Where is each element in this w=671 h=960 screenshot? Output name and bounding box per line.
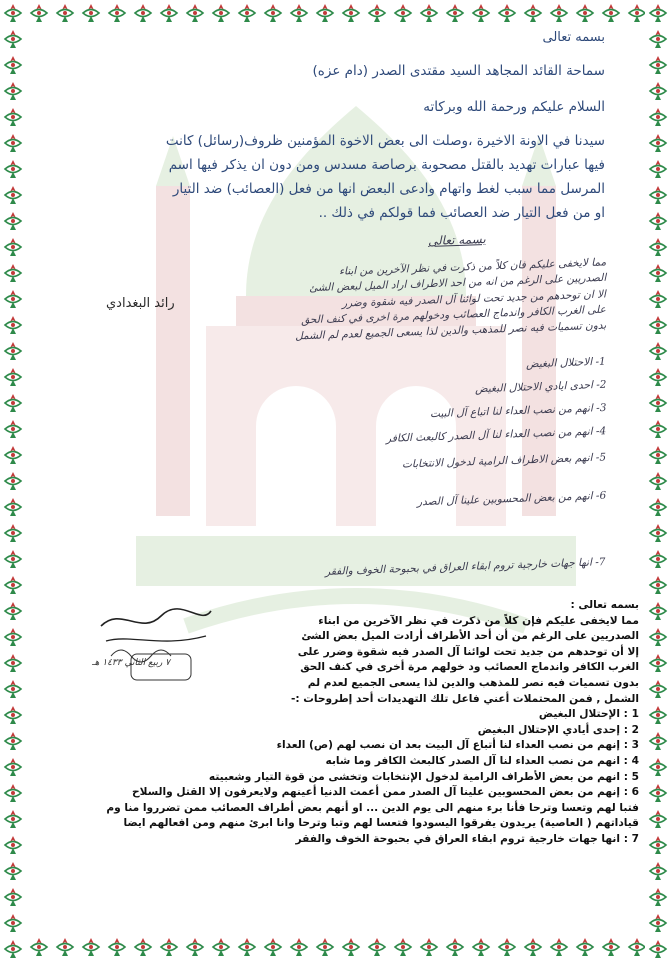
handwritten-line: 6- انهم من بعض المحسوبين علينا آل الصدر xyxy=(416,489,607,509)
ornament-icon xyxy=(0,624,26,650)
ornament-icon xyxy=(0,234,26,260)
ornament-icon xyxy=(0,884,26,910)
ornament-icon xyxy=(520,0,546,26)
handwritten-line: 7- انها جهات خارجية تروم ابقاء العراق في بحبوحة الخوف والفقر xyxy=(325,556,607,578)
ornament-icon xyxy=(0,598,26,624)
ornament-icon xyxy=(0,910,26,936)
ornament-icon xyxy=(52,934,78,960)
ornament-icon xyxy=(645,884,671,910)
ornament-icon xyxy=(0,156,26,182)
ornament-icon xyxy=(26,934,52,960)
ornament-icon xyxy=(645,312,671,338)
letter-addressee: سماحة القائد المجاهد السيد مقتدى الصدر (دام عزه) xyxy=(312,63,605,79)
handwritten-header: بسمه تعالى xyxy=(428,231,487,249)
ornament-icon xyxy=(645,624,671,650)
handwritten-line: بدون تسميات فيه نصر للمذهب والدين لذا يسعى الجميع لعدم لم الشمل xyxy=(294,319,607,343)
handwritten-line: 3- انهم من نصب العداء لنا اتباع آل البيت xyxy=(429,401,607,421)
transcript-line: بدون تسميات فيه نصر للمذهب والدين لذا يسعى الجميع لعدم لم xyxy=(307,676,639,689)
transcript-line: مما لايخفى عليكم فإن كلاً من ذكرت في نظر الآخرين من ابناء xyxy=(318,614,639,627)
transcript-line: 5 : انهم من بعض الأطراف الرامية لدخول الإنتخابات وتخشى من قوة التيار وشعبيته xyxy=(208,770,639,783)
ornament-border-bottom xyxy=(0,934,671,960)
transcript-line: الصدريين على الرغم من أن أحد الأطراف أرادت الميل بعض الشئ xyxy=(301,630,639,643)
ornament-icon xyxy=(78,0,104,26)
signature-date: ٧ ربيع الثاني ١٤٣٣ هـ xyxy=(92,658,171,668)
ornament-icon xyxy=(645,754,671,780)
ornament-icon xyxy=(645,910,671,936)
letter-body-line: المرسل مما سبب لغط واتهام وادعى البعض انها من فعل (العصائب) ضد التيار xyxy=(172,181,605,197)
ornament-icon xyxy=(645,208,671,234)
ornament-icon xyxy=(442,934,468,960)
handwritten-line: الصدريين على الرغم من انه من احد الاطراف اراد الميل لبعض الشئ xyxy=(308,271,607,295)
ornament-icon xyxy=(0,936,26,960)
ornament-icon xyxy=(0,26,26,52)
signer-name: رائد البغدادي xyxy=(106,296,175,311)
letter-salutation: السلام عليكم ورحمة الله وبركاته xyxy=(423,99,605,115)
ornament-icon xyxy=(260,0,286,26)
ornament-icon xyxy=(0,312,26,338)
handwritten-line: الا ان توحدهم من جديد تحت لوائنا آل الصدر فيه شقوة وضرر xyxy=(341,288,607,310)
ornament-icon xyxy=(645,442,671,468)
ornament-icon xyxy=(494,934,520,960)
ornament-icon xyxy=(645,338,671,364)
ornament-icon xyxy=(208,934,234,960)
ornament-icon xyxy=(0,0,26,26)
ornament-icon xyxy=(0,858,26,884)
ornament-icon xyxy=(645,650,671,676)
transcript-line: 4 : انهم من نصب العداء لنا آل الصدر كالبعث الكافر وما شابه xyxy=(325,754,639,767)
question-letter xyxy=(65,26,605,225)
handwritten-reply xyxy=(136,231,606,601)
ornament-icon xyxy=(645,26,671,52)
ornament-icon xyxy=(312,934,338,960)
ornament-icon xyxy=(645,78,671,104)
ornament-icon xyxy=(645,936,671,960)
document-page xyxy=(26,26,645,934)
ornament-icon xyxy=(0,338,26,364)
letter-body-line: او من فعل التيار ضد العصائب فما قولكم في ذلك .. xyxy=(318,205,605,221)
transcript-line: قياداتهم ( العاصية) يريدون يفرقوا اليسودوا فتعسا لهم وتبا وترحا وانا ابرئ منهم ومن افعالهم ايضا xyxy=(123,817,639,830)
ornament-icon xyxy=(546,0,572,26)
ornament-icon xyxy=(416,0,442,26)
ornament-icon xyxy=(0,78,26,104)
ornament-icon xyxy=(572,0,598,26)
ornament-icon xyxy=(645,260,671,286)
ornament-icon xyxy=(0,650,26,676)
ornament-icon xyxy=(0,52,26,78)
letter-body-line: فيها عبارات تهديد بالقتل مصحوبة برصاصة مسدس ومن دون ان يذكر فيها اسم xyxy=(168,157,605,173)
ornament-icon xyxy=(0,754,26,780)
ornament-icon xyxy=(645,702,671,728)
ornament-border-right xyxy=(645,0,671,960)
ornament-icon xyxy=(0,442,26,468)
ornament-icon xyxy=(0,780,26,806)
ornament-icon xyxy=(234,0,260,26)
ornament-icon xyxy=(645,52,671,78)
ornament-icon xyxy=(0,806,26,832)
ornament-icon xyxy=(0,520,26,546)
handwritten-line: 4- انهم من نصب العداء لنا آل الصدر كالبعث الكافر xyxy=(385,425,607,445)
ornament-icon xyxy=(546,934,572,960)
ornament-icon xyxy=(0,130,26,156)
ornament-icon xyxy=(645,728,671,754)
ornament-icon xyxy=(364,934,390,960)
ornament-icon xyxy=(645,390,671,416)
ornament-icon xyxy=(260,934,286,960)
ornament-icon xyxy=(0,364,26,390)
ornament-icon xyxy=(645,546,671,572)
ornament-icon xyxy=(156,0,182,26)
ornament-icon xyxy=(26,0,52,26)
ornament-icon xyxy=(0,546,26,572)
ornament-icon xyxy=(0,286,26,312)
transcript-line: الشمل , فمن المحتملات أعني فاعل تلك التهديدات أحد إطروحات :- xyxy=(290,692,639,705)
ornament-icon xyxy=(208,0,234,26)
ornament-icon xyxy=(645,0,671,26)
ornament-icon xyxy=(390,934,416,960)
ornament-icon xyxy=(104,0,130,26)
handwritten-line: على الغرب الكافر واندماج العصائب ودخولهم مرة اخرى في كنف الحق xyxy=(300,303,607,327)
ornament-icon xyxy=(182,0,208,26)
ornament-icon xyxy=(598,0,624,26)
ornament-icon xyxy=(0,832,26,858)
ornament-icon xyxy=(338,0,364,26)
ornament-icon xyxy=(645,182,671,208)
ornament-icon xyxy=(286,934,312,960)
transcript-line: 1 : الإحتلال البغيض xyxy=(538,708,639,721)
ornament-icon xyxy=(0,390,26,416)
ornament-icon xyxy=(645,286,671,312)
ornament-icon xyxy=(0,494,26,520)
ornament-icon xyxy=(338,934,364,960)
ornament-icon xyxy=(156,934,182,960)
ornament-icon xyxy=(645,520,671,546)
handwritten-line: 1- الاحتلال البغيض xyxy=(526,355,607,371)
letter-basmala: بسمه تعالى xyxy=(542,30,605,45)
ornament-icon xyxy=(645,104,671,130)
ornament-icon xyxy=(520,934,546,960)
ornament-icon xyxy=(130,934,156,960)
ornament-icon xyxy=(0,468,26,494)
ornament-icon xyxy=(78,934,104,960)
ornament-icon xyxy=(645,676,671,702)
ornament-icon xyxy=(645,780,671,806)
ornament-icon xyxy=(0,728,26,754)
ornament-border-left xyxy=(0,0,26,960)
transcript-line: 3 : إنهم من نصب العداء لنا أتباع آل البيت بعد ان نصب لهم (ص) العداء xyxy=(276,739,639,752)
ornament-icon xyxy=(645,598,671,624)
ornament-icon xyxy=(416,934,442,960)
transcript-line: الغرب الكافر واندماج العصائب ود خولهم مرة أخرى في كنف الحق xyxy=(300,661,639,674)
ornament-icon xyxy=(0,208,26,234)
ornament-icon xyxy=(0,572,26,598)
ornament-icon xyxy=(645,468,671,494)
transcript-line: 6 : إنهم من بعض المحسوبين علينا آل الصدر ممن أعمت الدنيا أعينهم ولايعرفون إلا القتل والسلاح xyxy=(132,786,639,799)
handwritten-line: مما لايخفى عليكم فان كلاً من ذكرت في نظر الآخرين من ابناء xyxy=(338,256,607,278)
transcript-block xyxy=(39,598,639,848)
letter-body xyxy=(65,129,605,225)
ornament-icon xyxy=(0,702,26,728)
transcript-line: 7 : انها جهات خارجية تروم ابقاء العراق في بحبوحة الخوف والفقر xyxy=(295,832,639,845)
ornament-icon xyxy=(442,0,468,26)
ornament-icon xyxy=(645,234,671,260)
ornament-icon xyxy=(0,260,26,286)
ornament-icon xyxy=(645,130,671,156)
ornament-icon xyxy=(645,806,671,832)
ornament-icon xyxy=(130,0,156,26)
ornament-icon xyxy=(645,572,671,598)
ornament-icon xyxy=(312,0,338,26)
ornament-icon xyxy=(0,416,26,442)
handwritten-line: 5- انهم بعض الاطراف الرامية لدخول الانتخابات xyxy=(401,451,607,471)
ornament-icon xyxy=(494,0,520,26)
ornament-icon xyxy=(572,934,598,960)
ornament-icon xyxy=(364,0,390,26)
ornament-icon xyxy=(645,494,671,520)
handwritten-line: 2- احدى ايادي الاحتلال البغيض xyxy=(474,378,607,396)
transcript-line: بسمه تعالى : xyxy=(570,599,639,611)
ornament-icon xyxy=(645,156,671,182)
ornament-border-top xyxy=(0,0,671,26)
ornament-icon xyxy=(0,182,26,208)
ornament-icon xyxy=(0,104,26,130)
ornament-icon xyxy=(52,0,78,26)
ornament-icon xyxy=(468,934,494,960)
ornament-icon xyxy=(598,934,624,960)
ornament-icon xyxy=(645,416,671,442)
transcript-line: إلا أن توحدهم من جديد تحت لوائنا آل الصدر فيه شقوة وضرر على xyxy=(297,645,639,658)
transcript-line: 2 : إحدى أيادي الإحتلال البغيض xyxy=(477,723,639,736)
ornament-icon xyxy=(104,934,130,960)
ornament-icon xyxy=(645,364,671,390)
ornament-icon xyxy=(468,0,494,26)
letter-body-line: سيدنا في الاونة الاخيرة ،وصلت الى بعض الاخوة المؤمنين ظروف(رسائل) كانت xyxy=(165,133,605,149)
ornament-icon xyxy=(182,934,208,960)
ornament-icon xyxy=(0,676,26,702)
ornament-icon xyxy=(286,0,312,26)
ornament-icon xyxy=(234,934,260,960)
ornament-icon xyxy=(645,858,671,884)
ornament-icon xyxy=(645,832,671,858)
transcript-line: فتبا لهم وتعسا وترحا فأنا برء منهم الى يوم الدين ... او أنهم بعض أطراف العصائب ممن تضرروا منا وم xyxy=(106,801,639,814)
ornament-icon xyxy=(390,0,416,26)
